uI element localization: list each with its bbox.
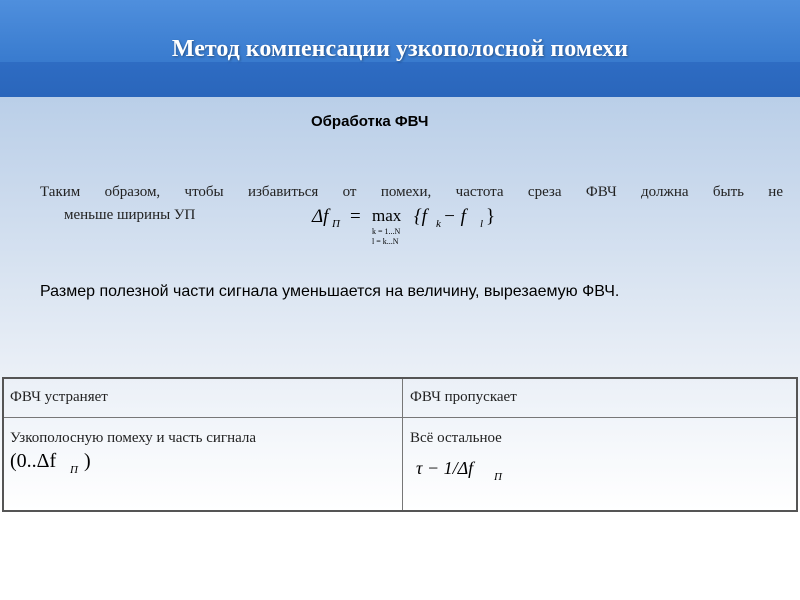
table-header-removes: ФВЧ устраняет [10, 389, 108, 405]
removes-formula-sub: П [70, 464, 78, 476]
formula-op: max [372, 206, 402, 225]
formula-close: } [486, 206, 496, 227]
passes-formula-sub: П [494, 471, 502, 483]
formula-op-sub-2: l = k...N [372, 237, 399, 246]
passes-formula-main: τ − 1/Δf [416, 458, 474, 478]
table-cell-removes-text: Узкополосную помеху и часть сигнала [10, 430, 257, 446]
title-bar-band [0, 62, 800, 97]
formula-body-minus: − f [443, 206, 466, 227]
table-cell-removes-formula [8, 449, 108, 494]
paragraph-1-line-2: меньше ширины УП [64, 207, 196, 223]
title-bar [0, 0, 800, 97]
table-cell-passes-formula [414, 454, 534, 499]
slide-title: Метод компенсации узкополосной помехи [171, 36, 629, 62]
table-header-divider [4, 417, 796, 418]
formula-body-sub-l: l [480, 218, 484, 230]
removes-formula-close: ) [84, 450, 91, 472]
hpf-table [2, 377, 798, 512]
paragraph-2: Размер полезной части сигнала уменьшается на величину, вырезаемую ФВЧ. [40, 283, 620, 300]
formula-eq: = [350, 206, 361, 227]
formula-lhs: Δf [312, 206, 329, 227]
removes-formula-main: (0..Δf [10, 450, 57, 472]
formula-body-sub-k: k [436, 218, 441, 230]
formula-body: {f [414, 206, 427, 227]
bandwidth-formula-svg [300, 200, 500, 250]
passes-formula-svg [414, 454, 534, 494]
table-header-passes: ФВЧ пропускает [410, 389, 517, 405]
formula-lhs-sub: П [332, 218, 340, 230]
table-cell-passes-text: Всё остальное [410, 430, 502, 446]
removes-formula-svg [8, 449, 108, 489]
bandwidth-formula [300, 200, 500, 255]
table-column-divider [402, 379, 403, 510]
paragraph-1-line-1: Таким образом, чтобы избавиться от помехи, частота среза ФВЧ должна быть не [40, 184, 783, 200]
formula-op-sub-1: k = 1...N [372, 227, 401, 236]
slide-subtitle: Обработка ФВЧ [311, 113, 429, 130]
